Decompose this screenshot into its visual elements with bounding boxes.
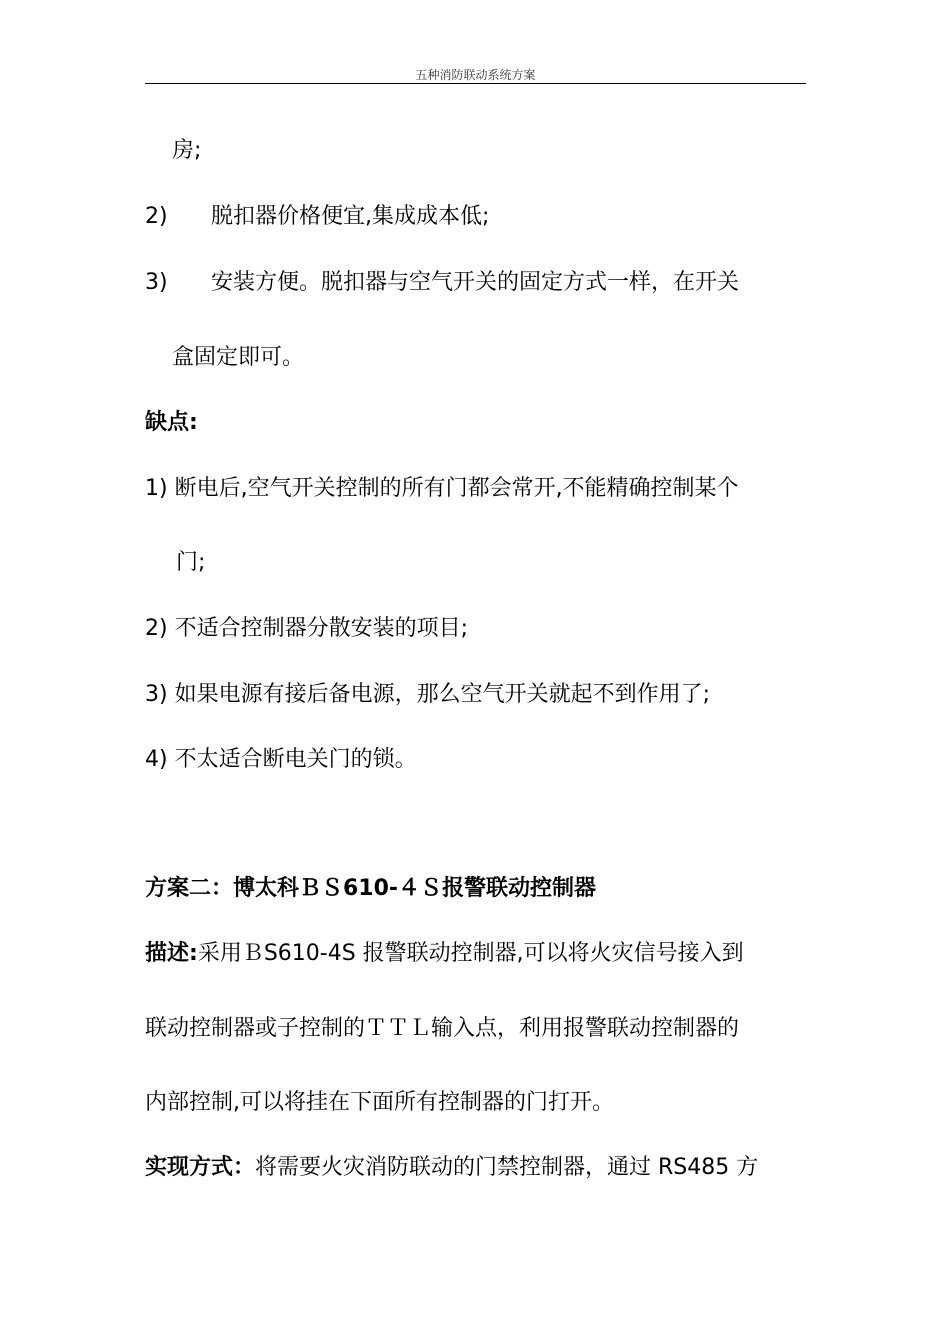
section-title: 方案二：博太科ＢＳ610-４Ｓ报警联动控制器 <box>145 876 597 901</box>
list-item: 2) 不适合控制器分散安装的项目; <box>145 616 468 641</box>
text-line: 门; <box>176 550 206 575</box>
description-text: 采用ＢS610-4S 报警联动控制器,可以将火灾信号接入到 <box>197 941 744 966</box>
list-number: 3) <box>145 270 168 295</box>
header-divider <box>145 83 806 84</box>
description-line: 联动控制器或子控制的ＴＴＬ输入点，利用报警联动控制器的 <box>145 1016 740 1041</box>
list-item: 4) 不太适合断电关门的锁。 <box>145 747 417 772</box>
implementation-label: 实现方式： <box>145 1155 256 1180</box>
list-number: 2) <box>145 204 168 229</box>
page-header-title: 五种消防联动系统方案 <box>415 68 536 82</box>
cons-heading: 缺点: <box>145 410 198 435</box>
description-line: 内部控制,可以将挂在下面所有控制器的门打开。 <box>145 1090 614 1115</box>
list-item: 3) 如果电源有接后备电源，那么空气开关就起不到作用了; <box>145 682 710 707</box>
description-label: 描述: <box>145 941 198 966</box>
text-line: 房; <box>172 138 202 163</box>
list-item <box>145 268 739 298</box>
list-text: 安装方便。脱扣器与空气开关的固定方式一样，在开关 <box>211 270 740 295</box>
text-line: 盒固定即可。 <box>172 345 305 370</box>
implementation-text: 将需要火灾消防联动的门禁控制器，通过 RS485 方 <box>255 1155 759 1180</box>
list-item <box>145 202 489 232</box>
implementation-line <box>145 1153 758 1183</box>
list-text: 脱扣器价格便宜,集成成本低; <box>211 204 490 229</box>
description-line <box>145 939 744 969</box>
list-item: 1) 断电后,空气开关控制的所有门都会常开,不能精确控制某个 <box>145 476 739 501</box>
